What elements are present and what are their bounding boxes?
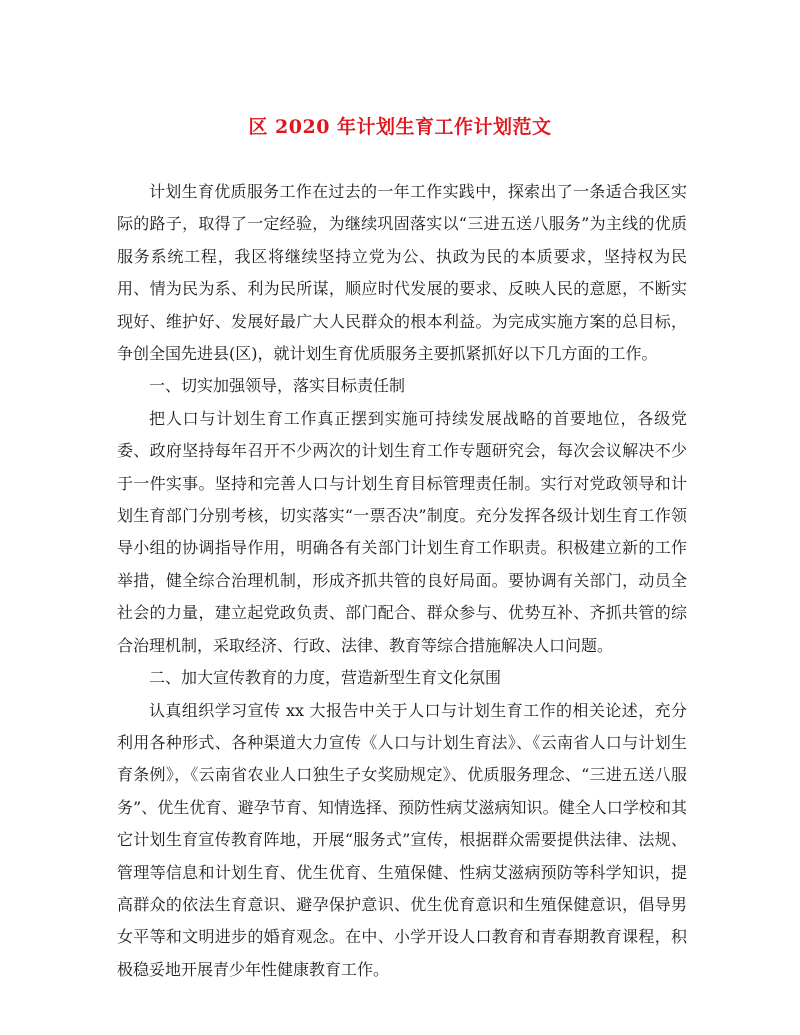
paragraph-intro: 计划生育优质服务工作在过去的一年工作实践中，探索出了一条适合我区实际的路子，取得了一定经验，为继续巩固落实以“三进五送八服务”为主线的优质服务系统工程，我区将继续坚持立党为公、执政为民的本质要求，坚持权为民用、情为民为系、利为民所谋，顺应时代发展的要求、反映人民的意愿，不断实现好、维护好、发展好最广大人民群众的根本利益。为完成实施方案的总目标，争创全国先进县(区)，就计划生育优质服务主要抓紧抓好以下几方面的工作。 bbox=[117, 182, 687, 364]
section-heading-1: 一、切实加强领导，落实目标责任制 bbox=[149, 376, 406, 396]
paragraph-section-2: 认真组织学习宣传 xx 大报告中关于人口与计划生育工作的相关论述，充分利用各种形式、各种渠道大力宣传《人口与计划生育法》、《云南省人口与计划生育条例》，《云南省农业人口独生子女奖励规定》、优质服务理念、“三进五送八服务”、优生优育、避孕节育、知情选择、预防性病艾滋病知识。健全人口学校和其它计划生育宣传教育阵地，开展“服务式”宣传，根据群众需要提供法律、法规、管理等信息和计划生育、优生优育、生殖保健、性病艾滋病预防等科学知识，提高群众的依法生育意识、避孕保护意识、优生优育意识和生殖保健意识，倡导男女平等和文明进步的婚育观念。在中、小学开设人口教育和青春期教育课程，积极稳妥地开展青少年性健康教育工作。 bbox=[117, 700, 687, 979]
document-title: 区 2020 年计划生育工作计划范文 bbox=[248, 116, 552, 138]
document-body bbox=[117, 176, 687, 986]
section-heading-2: 二、加大宣传教育的力度，营造新型生育文化氛围 bbox=[149, 668, 502, 688]
paragraph-section-1: 把人口与计划生育工作真正摆到实施可持续发展战略的首要地位，各级党委、政府坚持每年召开不少两次的计划生育工作专题研究会，每次会议解决不少于一件实事。坚持和完善人口与计划生育目标管理责任制。实行对党政领导和计划生育部门分别考核，切实落实“一票否决”制度。充分发挥各级计划生育工作领导小组的协调指导作用，明确各有关部门计划生育工作职责。积极建立新的工作举措，健全综合治理机制，形成齐抓共管的良好局面。要协调有关部门，动员全社会的力量，建立起党政负责、部门配合、群众参与、优势互补、齐抓共管的综合治理机制，采取经济、行政、法律、教育等综合措施解决人口问题。 bbox=[117, 408, 687, 655]
